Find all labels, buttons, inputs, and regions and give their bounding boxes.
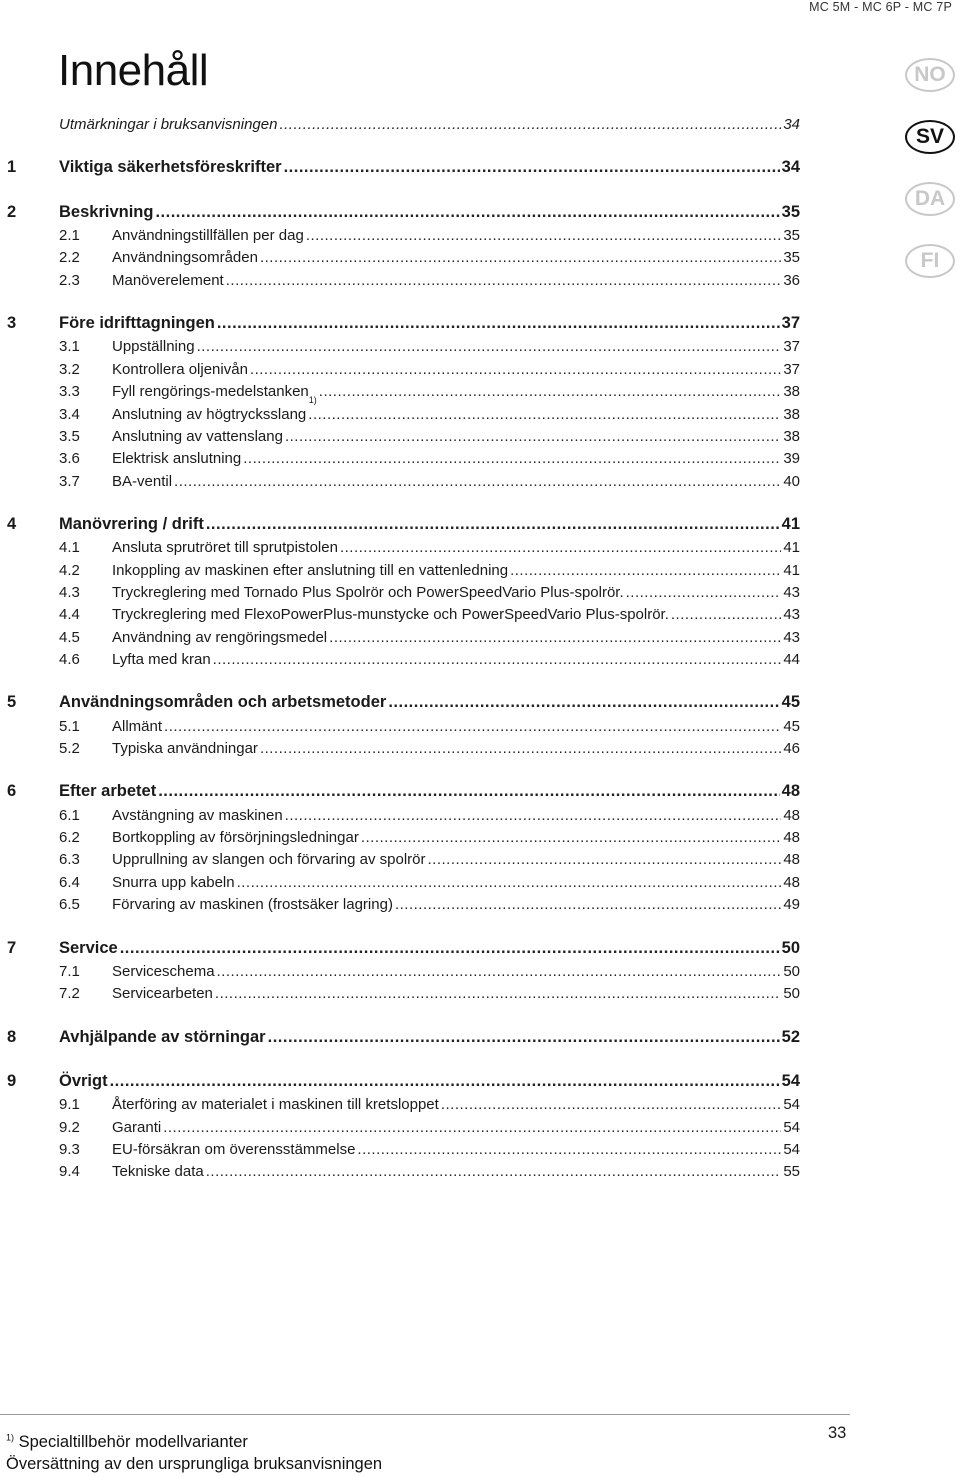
toc-page-number: 34 — [781, 158, 800, 177]
toc-entry-number: 1 — [7, 158, 17, 177]
toc-entry-number: 4.2 — [59, 561, 80, 579]
toc-entry-number: 6.3 — [59, 851, 80, 869]
toc-section-row[interactable]: 3.3 Fyll rengörings-medelstanken 1) ..... 38 — [0, 380, 800, 402]
toc-section-row[interactable] — [0, 737, 800, 759]
toc-entry-title: Allmänt — [112, 717, 163, 735]
toc-entry-title: Användning av rengöringsmedel — [112, 628, 328, 646]
dot-leader — [395, 896, 781, 913]
toc-section-row[interactable] — [0, 403, 800, 425]
toc-section-row[interactable] — [0, 1093, 800, 1115]
toc-section-row[interactable] — [0, 246, 800, 268]
toc-page-number: 48 — [783, 829, 800, 847]
language-tab-fi[interactable]: FI — [905, 244, 955, 278]
dot-leader — [260, 249, 781, 266]
toc-page-number: 50 — [781, 938, 800, 957]
page-number: 33 — [828, 1424, 847, 1442]
dot-leader — [260, 740, 781, 757]
dot-leader — [329, 629, 781, 646]
language-tab-da[interactable]: DA — [905, 182, 955, 216]
toc-intro-row[interactable] — [0, 113, 800, 135]
toc-section-row[interactable] — [0, 470, 800, 492]
dot-leader — [217, 963, 782, 980]
toc-page-number: 55 — [783, 1163, 800, 1181]
toc-entry-title: Före idrifttagningen — [59, 314, 215, 333]
toc-page-number: 38 — [783, 383, 800, 401]
dot-leader — [110, 1072, 780, 1091]
toc-entry-number: 9.4 — [59, 1163, 80, 1181]
toc-section-row[interactable] — [0, 626, 800, 648]
dot-leader — [319, 383, 782, 400]
toc-section-row[interactable] — [0, 648, 800, 670]
toc-chapter-row[interactable] — [0, 514, 800, 536]
toc-entry-title: Uppställning — [112, 338, 195, 356]
toc-entry-title: Manöverelement — [112, 271, 224, 289]
toc-entry-number: 6.1 — [59, 806, 80, 824]
dot-leader — [226, 272, 782, 289]
toc-section-row[interactable] — [0, 358, 800, 380]
toc-page-number: 39 — [783, 450, 800, 468]
toc-page-number: 43 — [783, 628, 800, 646]
toc-chapter-row[interactable] — [0, 692, 800, 714]
toc-entry-number: 6.2 — [59, 829, 80, 847]
toc-page-number: 36 — [783, 271, 800, 289]
toc-page-number: 45 — [783, 717, 800, 735]
toc-entry-number: 2.3 — [59, 271, 80, 289]
toc-page-number: 35 — [781, 202, 800, 221]
dot-leader — [164, 718, 781, 735]
toc-chapter-row[interactable] — [0, 938, 800, 960]
toc-entry-title: Bortkoppling av försörjningsledningar — [112, 829, 359, 847]
toc-section-row[interactable] — [0, 447, 800, 469]
toc-entry-title: Tryckreglering med FlexoPowerPlus-munstycke och PowerSpeedVario Plus-spolrör. — [112, 606, 669, 624]
toc-section-row[interactable] — [0, 1116, 800, 1138]
toc-page-number: 37 — [781, 314, 800, 333]
toc-entry-title: Servicearbeten — [112, 985, 213, 1003]
toc-entry-number: 3.7 — [59, 472, 80, 490]
toc-entry-number: 6.4 — [59, 873, 80, 891]
toc-entry-title: Upprullning av slangen och förvaring av spolrör — [112, 851, 426, 869]
toc-page-number: 50 — [783, 962, 800, 980]
toc-page-number: 40 — [783, 472, 800, 490]
toc-entry-title: BA-ventil — [112, 472, 173, 490]
toc-entry-number: 8 — [7, 1027, 17, 1046]
dot-leader — [626, 584, 782, 601]
toc-entry-number: 4 — [7, 514, 17, 533]
dot-leader — [206, 1163, 782, 1180]
toc-entry-title: Anslutning av högtrycksslang — [112, 405, 307, 423]
toc-entry-title: Utmärkningar i bruksanvisningen — [59, 116, 278, 133]
toc-entry-number: 3.5 — [59, 427, 80, 445]
toc-entry-title: Serviceschema — [112, 962, 215, 980]
toc-entry-number: 7.2 — [59, 985, 80, 1003]
footnote-text: Specialtillbehör modellvarianter — [18, 1433, 248, 1451]
toc-entry-number: 3.6 — [59, 450, 80, 468]
toc-page-number: 54 — [783, 1140, 800, 1158]
toc-section-row[interactable] — [0, 1138, 800, 1160]
dot-leader — [441, 1096, 782, 1113]
toc-entry-number: 9.2 — [59, 1118, 80, 1136]
dot-leader — [285, 807, 782, 824]
toc-section-row[interactable] — [0, 848, 800, 870]
toc-entry-title: Kontrollera oljenivån — [112, 360, 248, 378]
toc-entry-number: 5.2 — [59, 740, 80, 758]
dot-leader — [217, 314, 780, 333]
toc-page-number: 48 — [783, 851, 800, 869]
toc-page-number: 35 — [783, 227, 800, 245]
toc-page-number: 37 — [783, 360, 800, 378]
toc-section-row[interactable] — [0, 960, 800, 982]
footnote — [6, 1433, 248, 1452]
toc-entry-title: Återföring av materialet i maskinen till kretsloppet — [112, 1096, 439, 1114]
dot-leader — [174, 473, 781, 490]
toc-section-row[interactable] — [0, 893, 800, 915]
toc-entry-number: 4.1 — [59, 539, 80, 557]
dot-leader — [213, 651, 782, 668]
toc-page-number: 54 — [783, 1118, 800, 1136]
toc-entry-number: 9.1 — [59, 1096, 80, 1114]
toc-page-number: 54 — [783, 1096, 800, 1114]
toc-chapter-row[interactable] — [0, 781, 800, 803]
toc-entry-title: Avstängning av maskinen — [112, 806, 283, 824]
toc-section-row[interactable] — [0, 269, 800, 291]
toc-entry-number: 4.3 — [59, 583, 80, 601]
toc-section-row[interactable] — [0, 826, 800, 848]
toc-page-number: 54 — [781, 1071, 800, 1090]
toc-entry-number: 4.4 — [59, 606, 80, 624]
toc-page-number: 48 — [783, 873, 800, 891]
toc-entry-number: 6.5 — [59, 896, 80, 914]
toc-entry-number: 3.1 — [59, 338, 80, 356]
dot-leader — [510, 562, 781, 579]
dot-leader — [237, 874, 782, 891]
language-tab-sv[interactable]: SV — [905, 120, 955, 154]
footer-divider — [0, 1414, 850, 1415]
dot-leader — [268, 1028, 780, 1047]
toc-page-number: 38 — [783, 405, 800, 423]
toc-entry-title: Fyll rengörings-medelstanken — [112, 383, 309, 401]
dot-leader — [158, 782, 779, 801]
toc-entry-title: Lyfta med kran — [112, 651, 211, 668]
page-title: Innehåll — [58, 46, 209, 95]
toc-section-row[interactable] — [0, 425, 800, 447]
toc-entry-title: Efter arbetet — [59, 782, 157, 801]
header-model-list: MC 5M - MC 6P - MC 7P — [809, 0, 952, 14]
dot-leader — [243, 450, 781, 467]
footnote-marker: 1) — [6, 1432, 15, 1443]
dot-leader — [197, 338, 782, 355]
toc-section-row[interactable] — [0, 871, 800, 893]
dot-leader — [671, 606, 781, 623]
toc-entry-number: 5 — [7, 693, 17, 712]
toc-page-number: 48 — [781, 782, 800, 801]
toc-entry-number: 9.3 — [59, 1140, 80, 1158]
toc-entry-number: 3.3 — [59, 383, 80, 401]
toc-entry-title: Viktiga säkerhetsföreskrifter — [59, 158, 282, 177]
toc-entry-number: 2.2 — [59, 249, 80, 267]
toc-chapter-row[interactable] — [0, 157, 800, 179]
dot-leader — [361, 829, 782, 846]
toc-entry-number: 3.2 — [59, 360, 80, 378]
toc-entry-title: Anslutning av vattenslang — [112, 427, 283, 445]
toc-section-row[interactable] — [0, 335, 800, 357]
toc-chapter-row[interactable] — [0, 1071, 800, 1093]
toc-entry-number: 6 — [7, 782, 17, 801]
toc-entry-title: Förvaring av maskinen (frostsäker lagring) — [112, 896, 393, 914]
toc-entry-title: Typiska användningar — [112, 740, 258, 758]
toc-section-row[interactable] — [0, 982, 800, 1004]
toc-entry-number: 7 — [7, 938, 17, 957]
dot-leader — [155, 203, 779, 222]
toc-entry-title: Snurra upp kabeln — [112, 873, 235, 891]
toc-page-number: 43 — [783, 606, 800, 624]
dot-leader — [215, 985, 781, 1002]
toc-entry-number: 2.1 — [59, 227, 80, 245]
toc-page-number: 52 — [781, 1027, 800, 1046]
dot-leader — [206, 515, 780, 534]
toc-entry-number: 5.1 — [59, 717, 80, 735]
dot-leader — [279, 116, 781, 133]
toc-section-row[interactable] — [0, 715, 800, 737]
toc-entry-number: 7.1 — [59, 962, 80, 980]
toc-page-number: 34 — [783, 116, 800, 133]
toc-section-row[interactable] — [0, 603, 800, 625]
toc-page-number: 35 — [783, 249, 800, 267]
toc-entry-title: Tryckreglering med Tornado Plus Spolrör och PowerSpeedVario Plus-spolrör. — [112, 583, 624, 601]
dot-leader — [357, 1141, 781, 1158]
toc-page-number: 45 — [781, 693, 800, 712]
language-tab-no[interactable]: NO — [905, 58, 955, 92]
toc-page-number: 43 — [783, 583, 800, 601]
toc-entry-number: 3.4 — [59, 405, 80, 423]
toc-page-number: 41 — [781, 514, 800, 533]
toc-section-row[interactable] — [0, 804, 800, 826]
toc-entry-number: 4.5 — [59, 628, 80, 646]
dot-leader — [308, 406, 781, 423]
toc-chapter-row[interactable] — [0, 1027, 800, 1049]
toc-section-row[interactable] — [0, 1160, 800, 1182]
toc-entry-title: Garanti — [112, 1118, 162, 1136]
toc-page-number: 49 — [783, 896, 800, 914]
toc-entry-number: 3 — [7, 314, 17, 333]
dot-leader — [163, 1119, 781, 1136]
toc-page-number: 48 — [783, 806, 800, 824]
toc-entry-title: Ansluta sprutröret till sprutpistolen — [112, 539, 338, 557]
toc-entry-number: 9 — [7, 1071, 17, 1090]
dot-leader — [428, 851, 782, 868]
toc-entry-number: 4.6 — [59, 651, 80, 668]
toc-entry-title: EU-försäkran om överensstämmelse — [112, 1140, 356, 1158]
toc-section-row[interactable] — [0, 581, 800, 603]
toc-page-number: 46 — [783, 740, 800, 758]
toc-page-number: 37 — [783, 338, 800, 356]
toc-entry-title: Elektrisk anslutning — [112, 450, 242, 468]
toc-page-number: 44 — [783, 651, 800, 668]
toc-entry-title: Inkoppling av maskinen efter anslutning till en vattenledning — [112, 561, 509, 579]
toc-section-row[interactable] — [0, 559, 800, 581]
toc-page-number: 41 — [783, 561, 800, 579]
toc-entry-title: Tekniske data — [112, 1163, 204, 1181]
translation-note: Översättning av den ursprungliga bruksanvisningen — [6, 1455, 383, 1473]
toc-entry-title: Övrigt — [59, 1071, 108, 1090]
toc-entry-title: Användningsområden — [112, 249, 258, 267]
toc-entry-title: Service — [59, 938, 118, 957]
toc-entry-title: Användningsområden och arbetsmetoder — [59, 693, 387, 712]
toc-chapter-row[interactable] — [0, 313, 800, 335]
toc-page-number: 41 — [783, 539, 800, 557]
toc-page-number: 50 — [783, 985, 800, 1003]
toc-entry-title: Användningstillfällen per dag — [112, 227, 304, 245]
dot-leader — [284, 158, 780, 177]
dot-leader — [388, 693, 779, 712]
toc-chapter-row[interactable] — [0, 202, 800, 224]
toc-section-row[interactable] — [0, 536, 800, 558]
dot-leader — [250, 361, 781, 378]
dot-leader — [340, 539, 781, 556]
toc-entry-number: 2 — [7, 202, 17, 221]
toc-entry-title: Avhjälpande av störningar — [59, 1027, 266, 1046]
dot-leader — [285, 428, 781, 445]
dot-leader — [306, 227, 782, 244]
toc-entry-title: Beskrivning — [59, 202, 154, 221]
toc-section-row[interactable] — [0, 224, 800, 246]
dot-leader — [120, 939, 780, 958]
toc-page-number: 38 — [783, 427, 800, 445]
toc-entry-title: Manövrering / drift — [59, 514, 204, 533]
language-tabs — [905, 58, 957, 306]
